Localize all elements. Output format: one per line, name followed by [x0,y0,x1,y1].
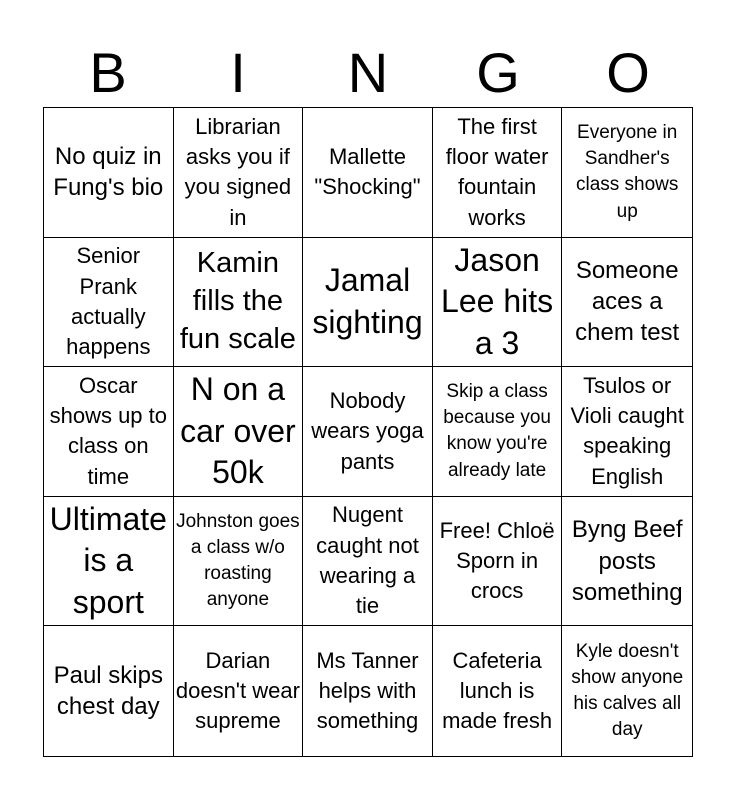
header-letter-b: B [89,41,127,104]
bingo-cell-text: Cafeteria lunch is made fresh [442,647,553,734]
header-letter-i: I [230,41,246,104]
bingo-cell[interactable] [303,626,433,756]
bingo-cell[interactable] [562,108,692,238]
bingo-cell[interactable] [433,108,563,238]
bingo-cell-text: Byng Beef posts something [571,516,683,606]
bingo-cell[interactable] [174,108,304,238]
bingo-cell[interactable] [562,367,692,497]
bingo-cell[interactable] [433,626,563,756]
bingo-cell[interactable] [44,108,174,238]
bingo-cell-text: Paul skips chest day [53,662,163,721]
bingo-cell-text: Senior Prank actually happens [66,243,151,360]
bingo-cell-text: Jason Lee hits a 3 [441,241,554,361]
bingo-cell[interactable] [44,367,174,497]
bingo-cell[interactable] [44,238,174,368]
bingo-cell[interactable] [174,626,304,756]
bingo-cell[interactable] [562,497,692,627]
header-letter-o: O [606,41,650,104]
bingo-header [43,40,693,106]
bingo-cell[interactable] [303,497,433,627]
bingo-cell-text: Someone aces a chem test [575,257,680,347]
bingo-cell-text: Free! Chloë Sporn in crocs [439,517,555,604]
bingo-cell-text: Tsulos or Violi caught speaking English [570,372,684,489]
bingo-board [43,107,693,757]
bingo-cell[interactable] [44,497,174,627]
bingo-cell[interactable] [303,108,433,238]
bingo-cell[interactable] [174,497,304,627]
bingo-cell-text: Kamin fills the fun scale [179,247,296,355]
bingo-cell-text: Skip a class because you know you're already late [443,381,551,481]
bingo-cell-text: Nobody wears yoga pants [311,387,424,474]
bingo-cell-text: Nugent caught not wearing a tie [316,502,419,619]
bingo-cell[interactable] [174,238,304,368]
bingo-cell-text: Librarian asks you if you signed in [184,113,292,230]
bingo-cell-text: The first floor water fountain works [445,113,549,230]
header-letter-g: G [476,41,520,104]
bingo-cell[interactable] [562,626,692,756]
bingo-cell[interactable] [433,238,563,368]
bingo-cell-text: Ms Tanner helps with something [316,647,419,734]
bingo-cell-text: N on a car over 50k [180,371,296,491]
bingo-cell[interactable] [433,497,563,627]
bingo-cell[interactable] [562,238,692,368]
bingo-cell[interactable] [303,238,433,368]
bingo-cell-text: Everyone in Sandher's class shows up [575,121,679,222]
bingo-cell-text: Oscar shows up to class on time [49,372,167,489]
bingo-cell[interactable] [44,626,174,756]
bingo-cell[interactable] [433,367,563,497]
bingo-cell-text: Ultimate is a sport [49,500,167,620]
bingo-cell-text: No quiz in Fung's bio [53,143,164,202]
bingo-cell-text: Kyle doesn't show anyone his calves all day [571,640,684,741]
bingo-cell-text: Jamal sighting [312,262,423,340]
bingo-cell-text: Johnston goes a class w/o roasting anyone [176,510,300,611]
bingo-cell[interactable] [303,367,433,497]
bingo-cell-text: Mallette "Shocking" [314,143,421,200]
bingo-cell-text: Darian doesn't wear supreme [175,647,300,734]
header-letter-n: N [347,41,389,104]
bingo-cell[interactable] [174,367,304,497]
